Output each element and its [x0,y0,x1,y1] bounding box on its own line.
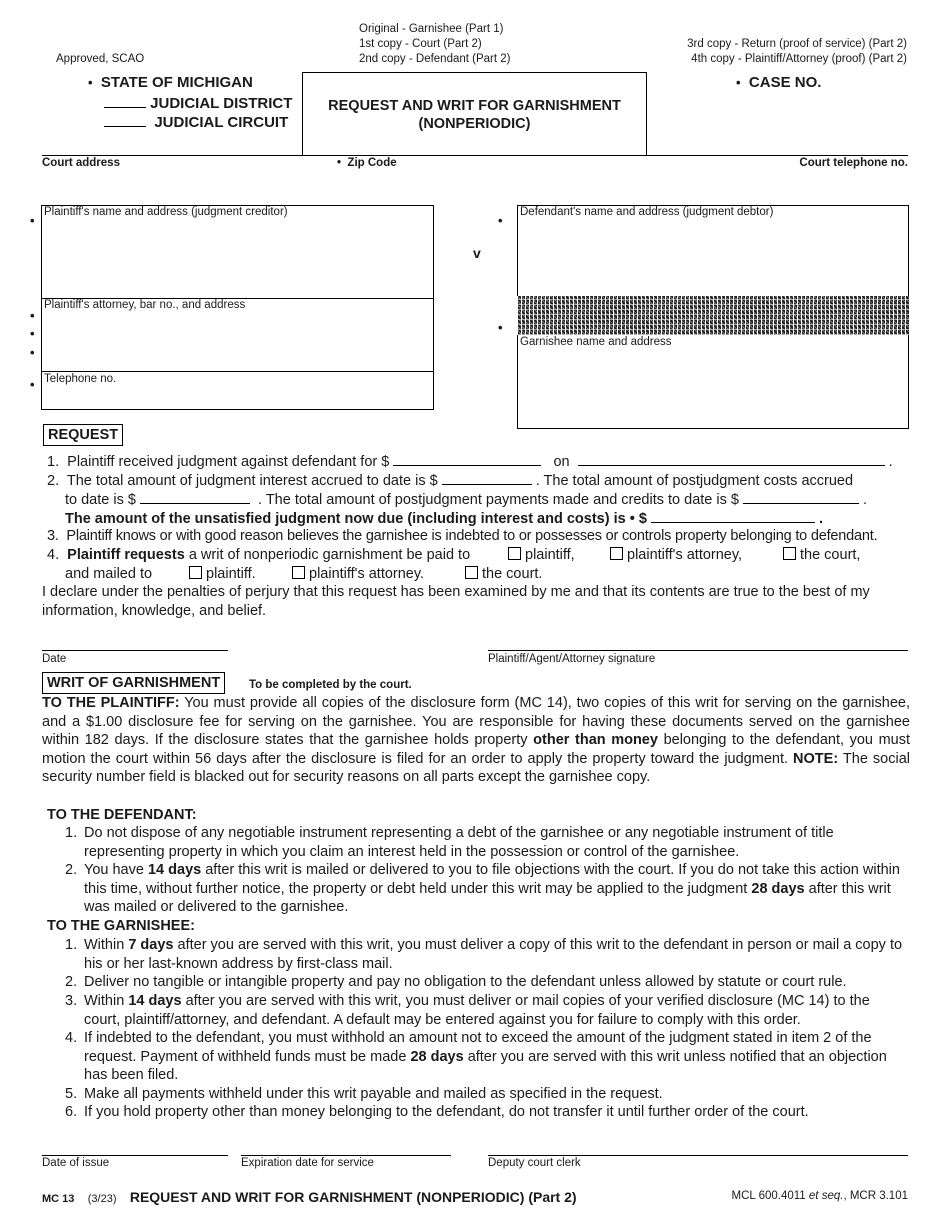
mailed-to-attorney[interactable]: plaintiff's attorney. [292,565,424,584]
court-phone-label: Court telephone no. [799,157,908,169]
header-bottom-rule [42,155,908,156]
request-item-1: 1. Plaintiff received judgment against defendant for $ on . [47,451,893,472]
paid-to-court[interactable]: the court, [783,546,860,565]
footer-form-id: MC 13 (3/23) REQUEST AND WRIT FOR GARNISHMENT (NONPERIODIC) (Part 2) [42,1189,577,1205]
judgment-date-field[interactable] [578,451,885,466]
state-label: • STATE OF MICHIGAN [88,74,253,91]
header-divider [646,72,647,156]
plaintiff-name-label: Plaintiff's name and address (judgment creditor) [44,206,288,218]
judicial-district-row: JUDICIAL DISTRICT [104,93,292,112]
checkbox[interactable] [508,547,521,560]
versus-label: v [473,245,481,261]
defendant-name-label: Defendant's name and address (judgment debtor) [520,206,774,218]
date-label: Date [42,653,67,665]
declaration-text: I declare under the penalties of perjury that this request has been examined by me and that its contents are true to the best of my information, knowledge, and belief. [42,584,870,619]
defendant-item: 2. You have 14 days after this writ is mailed or delivered to you to file objections with the court. If you do not take this action within this time, without further notice, the property or debt held under this writ may be applied to the judgment 28 days after this writ was mailed or delivered to the garnishee. [65,862,900,915]
copy-line: Original - Garnishee (Part 1) [359,23,504,35]
request-item-2-total: The amount of the unsatisfied judgment now due (including interest and costs) is • $ . [65,508,823,529]
bullet: • [88,75,93,90]
copy-line: 3rd copy - Return (proof of service) (Part 2) [687,38,907,50]
form-title: REQUEST AND WRIT FOR GARNISHMENT (NONPERIODIC) [328,98,621,132]
mailed-to-label: and mailed to [65,566,153,582]
judicial-circuit-row: JUDICIAL CIRCUIT [104,112,288,131]
checkbox[interactable] [189,566,202,579]
date-line[interactable] [42,650,228,651]
mailed-to-plaintiff[interactable]: plaintiff. [189,565,256,584]
plaintiff-attorney-label: Plaintiff's attorney, bar no., and address [44,299,246,311]
telephone-field[interactable] [44,389,429,407]
request-item-4: 4. Plaintiff requests a writ of nonperiodic garnishment be paid to [47,547,471,563]
checkbox[interactable] [465,566,478,579]
signature-label: Plaintiff/Agent/Attorney signature [488,653,656,665]
copy-distribution-right [687,37,907,67]
garnishee-item: 1. Within 7 days after you are served with this writ, you must deliver a copy of this writ to the defendant in person or mail a copy to his or her last-known address by first-class mail. [65,937,903,972]
bullet: • [30,213,35,228]
payments-amount-field[interactable] [743,489,859,504]
court-address-label: Court address [42,157,120,169]
costs-amount-field[interactable] [140,489,250,504]
date-of-issue-label: Date of issue [42,1157,110,1169]
garnishee-heading: TO THE GARNISHEE: [47,918,195,934]
judgment-amount-field[interactable] [393,451,541,466]
defendant-heading: TO THE DEFENDANT: [47,807,197,823]
paid-to-attorney[interactable]: plaintiff's attorney, [610,546,742,565]
defendant-name-field[interactable] [520,222,905,294]
garnishee-item: 2. Deliver no tangible or intangible property and pay no obligation to the defendant unless allowed by statute or court rule. [65,974,847,990]
unsatisfied-judgment-field[interactable] [651,508,815,523]
defendant-item: 1. Do not dispose of any negotiable instrument representing a debt of the garnishee or any negotiable instrument of title representing property in which you claim an interest held in the possession or control of the garnishee. [65,825,834,860]
court-note: To be completed by the court. [249,679,412,691]
ssn-blackout [517,296,909,335]
bullet: • [30,326,35,341]
interest-amount-field[interactable] [442,470,532,485]
footer-citation: MCL 600.4011 et seq., MCR 3.101 [731,1190,908,1202]
bullet: • [498,320,503,335]
expiration-label: Expiration date for service [241,1157,374,1169]
copy-distribution-left [359,22,511,67]
zip-code-label: • Zip Code [337,157,397,169]
copy-line: 2nd copy - Defendant (Part 2) [359,53,511,65]
copy-line: 4th copy - Plaintiff/Attorney (proof) (Part 2) [691,53,907,65]
bullet: • [30,345,35,360]
garnishee-name-field[interactable] [520,352,905,424]
telephone-label: Telephone no. [44,373,117,385]
copy-line: 1st copy - Court (Part 2) [359,38,482,50]
garnishee-item: 5. Make all payments withheld under this writ payable and mailed as specified in the request. [65,1086,663,1102]
header-top-rule [303,72,646,73]
request-item-2-cont: to date is $ . The total amount of postjudgment payments made and credits to date is $ . [65,489,867,510]
garnishee-name-label: Garnishee name and address [520,336,672,348]
paid-to-plaintiff[interactable]: plaintiff, [508,546,575,565]
checkbox[interactable] [783,547,796,560]
garnishee-item: 3. Within 14 days after you are served with this writ, you must deliver or mail copies of your verified disclosure (MC 14) to the court, plaintiff/attorney, and defendant. A default may be entered against you for failure to comply with this order. [65,993,870,1028]
bullet: • [30,308,35,323]
request-heading: REQUEST [43,424,123,446]
bullet: • [498,213,503,228]
writ-heading: WRIT OF GARNISHMENT [42,672,225,694]
mailed-to-court[interactable]: the court. [465,565,542,584]
circuit-blank[interactable] [104,112,146,127]
signature-line[interactable] [488,650,908,651]
case-no-label: • CASE NO. [736,74,822,91]
checkbox[interactable] [292,566,305,579]
bullet: • [30,377,35,392]
garnishee-item: 4. If indebted to the defendant, you must withhold an amount not to exceed the amount of the judgment stated in item 2 of the request. Payment of withheld funds must be made 28 days after you are served with this writ unless notified that an objection has been filed. [65,1030,887,1083]
checkbox[interactable] [610,547,623,560]
request-item-2: 2. The total amount of judgment interest accrued to date is $ . The total amount of postjudgment costs accrued [47,470,853,491]
plaintiff-name-field[interactable] [44,222,429,294]
clerk-label: Deputy court clerk [488,1157,581,1169]
garnishee-item: 6. If you hold property other than money belonging to the defendant, do not transfer it until further order of the court. [65,1104,809,1120]
plaintiff-instructions: TO THE PLAINTIFF: You must provide all copies of the disclosure form (MC 14), two copies of this writ for serving on the garnishee, and a $1.00 disclosure fee for serving on the garnishee. You are responsible for having these documents served on the garnishee within 182 days. If the disclosure states that the garnishee holds property other than money belonging to the defendant, you must motion the court within 56 days after the disclosure is filed for an order to apply the property toward the judgment. NOTE: The social security number field is blacked out for security reasons on all parts except the garnishee copy. [42,695,911,785]
approved-label: Approved, SCAO [56,53,145,65]
district-blank[interactable] [104,93,146,108]
plaintiff-attorney-field[interactable] [44,315,429,367]
request-item-3: 3. Plaintiff knows or with good reason believes the garnishee is indebted to or possesses or controls property belonging to defendant. [47,528,878,544]
